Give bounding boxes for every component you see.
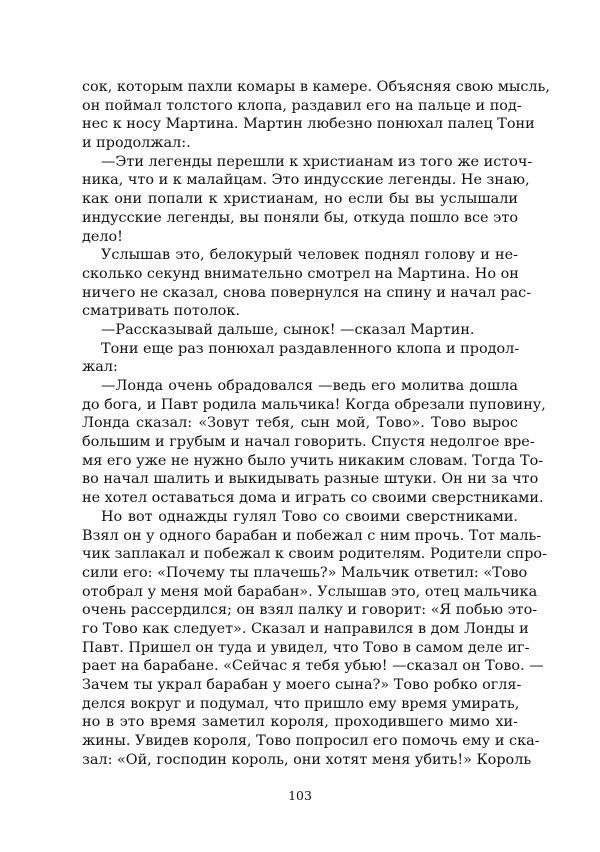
text-line: не хотел оставаться дома и играть со своими сверстниками.: [82, 490, 544, 507]
text-line: большим и грубым и начал говорить. Спустя недолгое вре-: [82, 434, 535, 451]
text-line: Взял он у одного барабан и побежал с ним прочь. Тот маль-: [82, 527, 542, 544]
text-line: он поймал толстого клопа, раздавил его на пальце и под-: [82, 97, 522, 114]
text-line: жины. Увидев короля, Тово попросил его помочь ему и ска-: [82, 733, 540, 750]
page-number: 103: [288, 788, 312, 803]
text-line: —Лонда очень обрадовался —ведь его молитва дошла: [101, 378, 518, 394]
text-line: Но вот однажды гулял Тово со своими сверстниками.: [101, 508, 518, 525]
text-line: но в это время заметил короля, проходившего мимо хи-: [82, 714, 518, 731]
text-line: мя его уже не нужно было учить никаким словам. Тогда То-: [82, 452, 544, 469]
text-line: и продолжал:.: [82, 135, 191, 152]
text-line: сок, которым пахли комары в камере. Объясняя свою мысль,: [82, 79, 550, 95]
text-line: —Эти легенды перешли к христианам из того же источ-: [101, 153, 533, 170]
text-line: жал:: [82, 359, 118, 376]
text-line: чик заплакал и побежал к своим родителям. Родители спро-: [82, 546, 547, 563]
text-line: —Рассказывай дальше, сынок! —сказал Мартин.: [101, 321, 475, 338]
text-line: делся вокруг и подумал, что пришло ему время умирать,: [82, 695, 520, 712]
text-line: Услышав это, белокурый человек поднял голову и не-: [101, 247, 518, 264]
text-line: сколько секунд внимательно смотрел на Мартина. Но он: [82, 265, 519, 282]
text-line: Лонда сказал: «Зовут тебя, сын мой, Тово». Тово вырос: [82, 415, 518, 432]
text-line: до бога, и Павт родила мальчика! Когда обрезали пуповину,: [82, 396, 546, 413]
text-line: ника, что и к малайцам. Это индусские легенды. Не знаю,: [82, 172, 530, 189]
text-line: ничего не сказал, снова повернулся на спину и начал рас-: [82, 284, 532, 301]
text-line: Павт. Пришел он туда и увидел, что Тово в самом деле иг-: [82, 639, 530, 656]
text-line: зал: «Ой, господин король, они хотят меня убить!» Король: [82, 751, 532, 768]
text-line: Зачем ты украл барабан у моего сына?» Тово робко огля-: [82, 677, 522, 693]
text-line: сматривать потолок.: [82, 303, 240, 320]
body-text: [82, 78, 550, 769]
text-line: нес к носу Мартина. Мартин любезно понюхал палец Тони: [82, 116, 535, 133]
text-line: как они попали к христианам, но если бы вы услышали: [82, 191, 518, 208]
text-line: сили его: «Почему ты плачешь?» Мальчик ответил: «Тово: [82, 564, 528, 581]
text-line: рает на барабане. «Сейчас я тебя убью! —сказал он Тово. —: [82, 658, 544, 675]
text-line: Тони еще раз понюхал раздавленного клопа и продол-: [101, 340, 520, 357]
text-line: го Тово как следует». Сказал и направился в дом Лонды и: [82, 620, 529, 637]
text-line: отобрал у меня мой барабан». Услышав это, отец мальчика: [82, 583, 538, 600]
text-line: дело!: [82, 228, 123, 245]
text-line: очень рассердился; он взял палку и говорит: «Я побью это-: [82, 602, 538, 619]
text-line: во начал шалить и выкидывать разные штуки. Он ни за что: [82, 471, 539, 488]
text-line: индусские легенды, вы поняли бы, откуда пошло все это: [82, 209, 518, 226]
